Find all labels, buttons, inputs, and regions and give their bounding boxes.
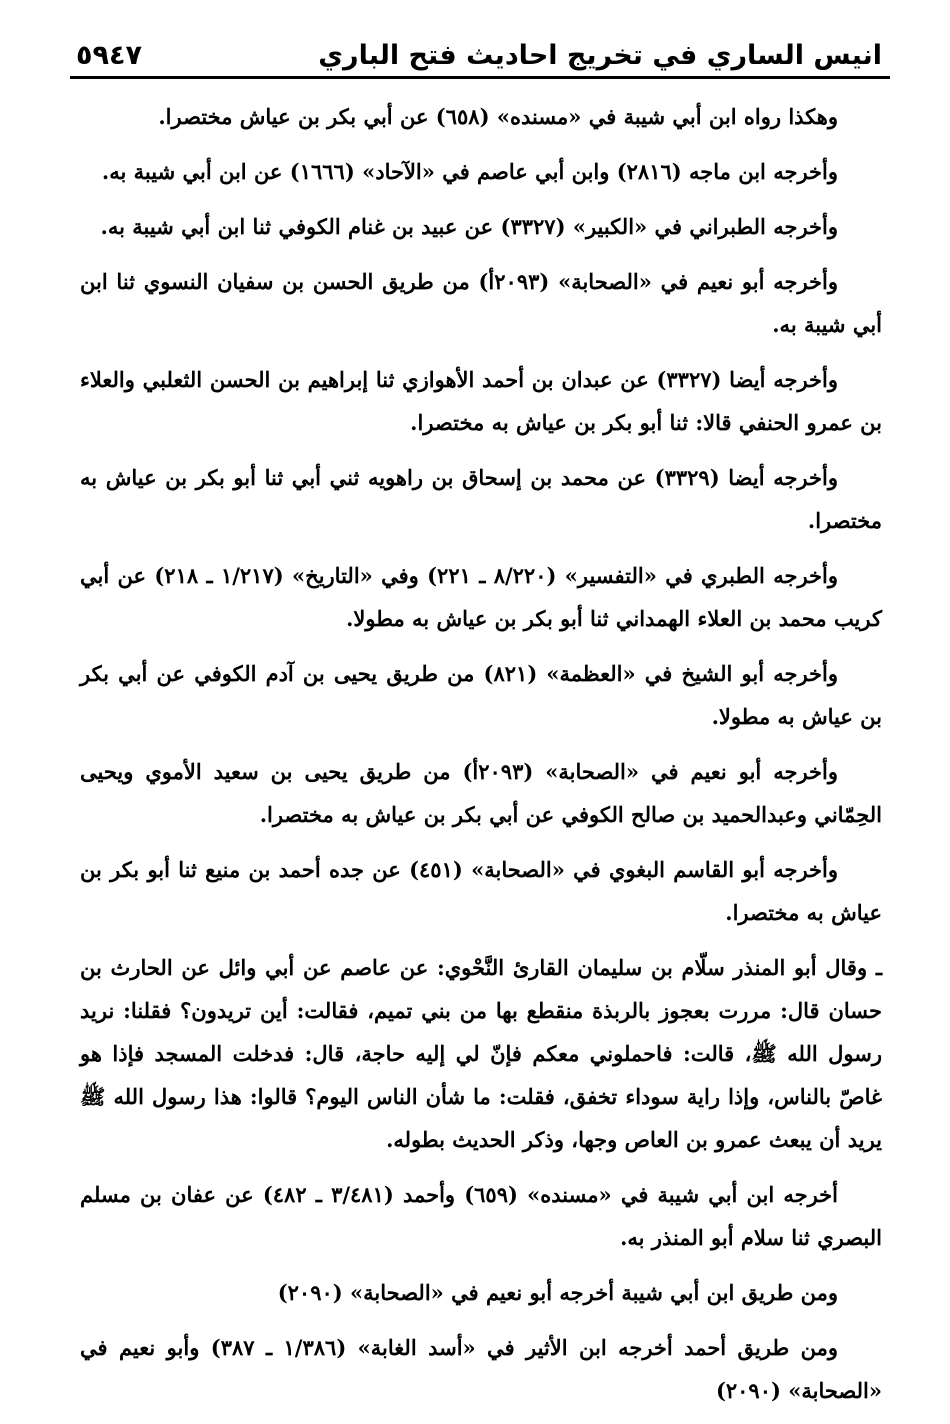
paragraph-4: وأخرجه أبو نعيم في «الصحابة» (٢٠٩٣أ) من طريق الحسن بن سفيان النسوي ثنا ابن أبي شيبة به. xyxy=(80,269,882,337)
paragraph-8: وأخرجه أبو الشيخ في «العظمة» (٨٢١) من طريق يحيى بن آدم الكوفي عن أبي بكر بن عياش به مطولا. xyxy=(80,661,882,729)
paragraph-5: وأخرجه أيضا (٣٣٢٧) عن عبدان بن أحمد الأهوازي ثنا إبراهيم بن الحسن الثعلبي والعلاء بن عمرو الحنفي قالا: ثنا أبو بكر بن عياش به مختصرا. xyxy=(80,367,882,435)
paragraph-1: وهكذا رواه ابن أبي شيبة في «مسنده» (٦٥٨) عن أبي بكر بن عياش مختصرا. xyxy=(158,104,838,129)
paragraph-13: ومن طريق ابن أبي شيبة أخرجه أبو نعيم في «الصحابة» (٢٠٩٠) xyxy=(277,1280,838,1305)
paragraph-11: ـ وقال أبو المنذر سلّام بن سليمان القارئ النَّحْوي: عن عاصم عن أبي وائل عن الحارث بن حسان قال: مررت بعجوز بالربذة منقطع بها من بني تميم، فقالت: أين تريدون؟ فقلنا: نريد رسول الله ﷺ، قالت: فاحملوني معكم فإنّ لي إليه حاجة، قال: فدخلت المسجد فإذا هو غاصّ بالناس، وإذا راية سوداء تخفق، فقلت: ما شأن الناس اليوم؟ قالوا: هذا رسول الله ﷺ يريد أن يبعث عمرو بن العاص وجها، وذكر الحديث بطوله. xyxy=(80,955,882,1152)
paragraph-7: وأخرجه الطبري في «التفسير» (٨/٢٢٠ ـ ٢٢١) وفي «التاريخ» (١/٢١٧ ـ ٢١٨) عن أبي كريب محمد بن العلاء الهمداني ثنا أبو بكر بن عياش به مطولا. xyxy=(80,563,882,631)
paragraph-10: وأخرجه أبو القاسم البغوي في «الصحابة» (٤٥١) عن جده أحمد بن منيع ثنا أبو بكر بن عياش به مختصرا. xyxy=(80,857,882,925)
paragraph-6: وأخرجه أيضا (٣٣٢٩) عن محمد بن إسحاق بن راهويه ثني أبي ثنا أبو بكر بن عياش به مختصرا. xyxy=(80,465,882,533)
book-title: انيس الساري في تخريج احاديث فتح الباري xyxy=(318,40,882,71)
paragraph-2: وأخرجه ابن ماجه (٢٨١٦) وابن أبي عاصم في «الآحاد» (١٦٦٦) عن ابن أبي شيبة به. xyxy=(101,159,838,184)
paragraph-14: ومن طريق أحمد أخرجه ابن الأثير في «أسد الغابة» (١/٣٨٦ ـ ٣٨٧) وأبو نعيم في «الصحابة» (٢٠٩٠) xyxy=(80,1335,882,1403)
page-number: ٥٩٤٧ xyxy=(76,40,142,71)
paragraph-12: أخرجه ابن أبي شيبة في «مسنده» (٦٥٩) وأحمد (٣/٤٨١ ـ ٤٨٢) عن عفان بن مسلم البصري ثنا سلام أبو المنذر به. xyxy=(80,1182,882,1250)
paragraph-9: وأخرجه أبو نعيم في «الصحابة» (٢٠٩٣أ) من طريق يحيى بن سعيد الأموي ويحيى الحِمّاني وعبدالحميد بن صالح الكوفي عن أبي بكر بن عياش به مختصرا. xyxy=(80,759,882,827)
paragraph-3: وأخرجه الطبراني في «الكبير» (٣٣٢٧) عن عبيد بن غنام الكوفي ثنا ابن أبي شيبة به. xyxy=(100,214,838,239)
page-body xyxy=(80,95,882,1424)
running-header xyxy=(70,36,890,79)
